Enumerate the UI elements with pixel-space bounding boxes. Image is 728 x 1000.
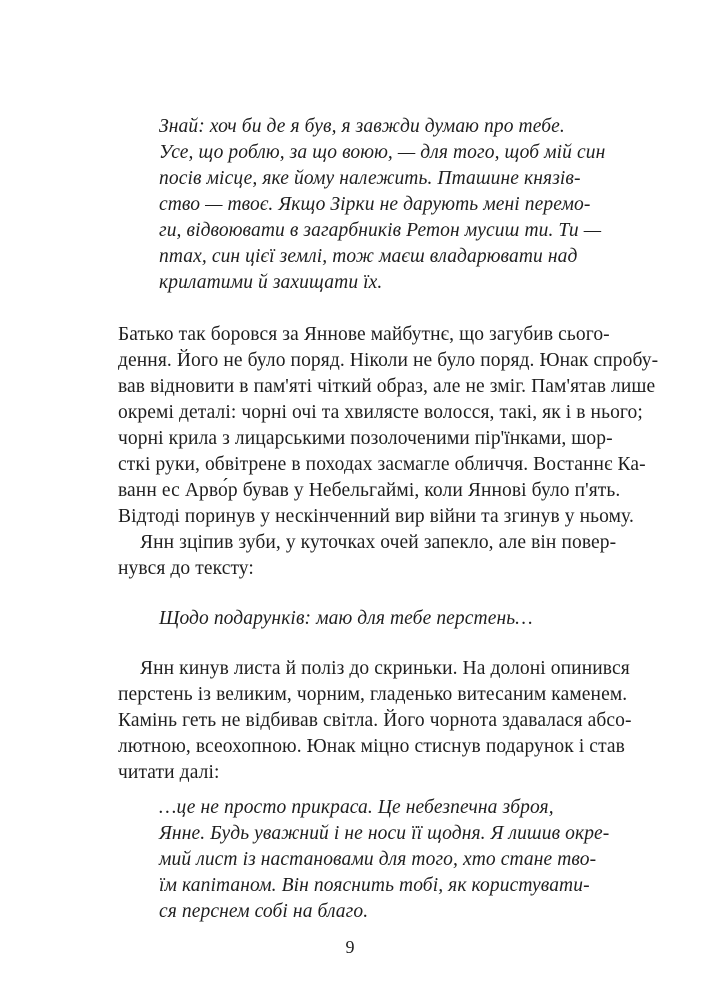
- text-line: чорні крила з лицарськими позолоченими пір'їнками, шор-: [118, 428, 613, 449]
- text-line: ся перснем собі на благо.: [159, 901, 369, 922]
- text-line: ванн ес Арво́р бував у Небельгаймі, коли Яннові було п'ять.: [118, 480, 621, 501]
- text-line: птах, син цієї землі, тож маєш владарювати над: [159, 246, 578, 267]
- text-line: сткі руки, обвітрене в походах засмагле обличчя. Востаннє Ка-: [118, 454, 646, 475]
- text-line: Янне. Будь уважний і не носи її щодня. Я лишив окре-: [159, 823, 610, 844]
- text-line: нувся до тексту:: [118, 558, 254, 579]
- text-line: Камінь геть не відбивав світла. Його чорнота здавалася абсо-: [118, 710, 632, 731]
- text-line: Відтоді поринув у нескінченний вир війни та згинув у ньому.: [118, 506, 634, 527]
- page-number: 9: [345, 937, 355, 957]
- text-line: Янн кинув листа й поліз до скриньки. На долоні опинився: [140, 658, 630, 679]
- text-line: Щодо подарунків: маю для тебе перстень…: [159, 608, 533, 629]
- text-line: вав відновити в пам'яті чіткий образ, але не зміг. Пам'ятав лише: [118, 376, 656, 397]
- text-line: …це не просто прикраса. Це небезпечна зброя,: [159, 797, 554, 818]
- text-line: лютною, всеохопною. Юнак міцно стиснув подарунок і став: [118, 736, 625, 757]
- text-line: ги, відвоювати в загарбників Ретон мусиш ти. Ти —: [159, 220, 602, 241]
- text-line: мий лист із настановами для того, хто стане тво-: [159, 849, 597, 870]
- text-line: Янн зціпив зуби, у куточках очей запекло, але він повер-: [140, 532, 617, 553]
- text-line: Батько так боровся за Яннове майбутнє, що загубив сього-: [118, 324, 610, 345]
- text-line: окремі деталі: чорні очі та хвилясте волосся, такі, як і в нього;: [118, 402, 643, 423]
- text-line: їм капітаном. Він пояснить тобі, як користувати-: [159, 875, 590, 896]
- text-line: крилатими й захищати їх.: [159, 272, 383, 293]
- text-line: дення. Його не було поряд. Ніколи не було поряд. Юнак спробу-: [118, 350, 659, 371]
- text-line: ство — твоє. Якщо Зірки не дарують мені перемо-: [159, 194, 591, 215]
- text-line: перстень із великим, чорним, гладенько витесаним каменем.: [118, 684, 628, 705]
- text-line: Усе, що роблю, за що воюю, — для того, щоб мій син: [159, 142, 606, 163]
- text-line: читати далі:: [118, 762, 220, 783]
- text-line: Знай: хоч би де я був, я завжди думаю про тебе.: [159, 116, 565, 137]
- text-line: посів місце, яке йому належить. Пташине князів-: [159, 168, 581, 189]
